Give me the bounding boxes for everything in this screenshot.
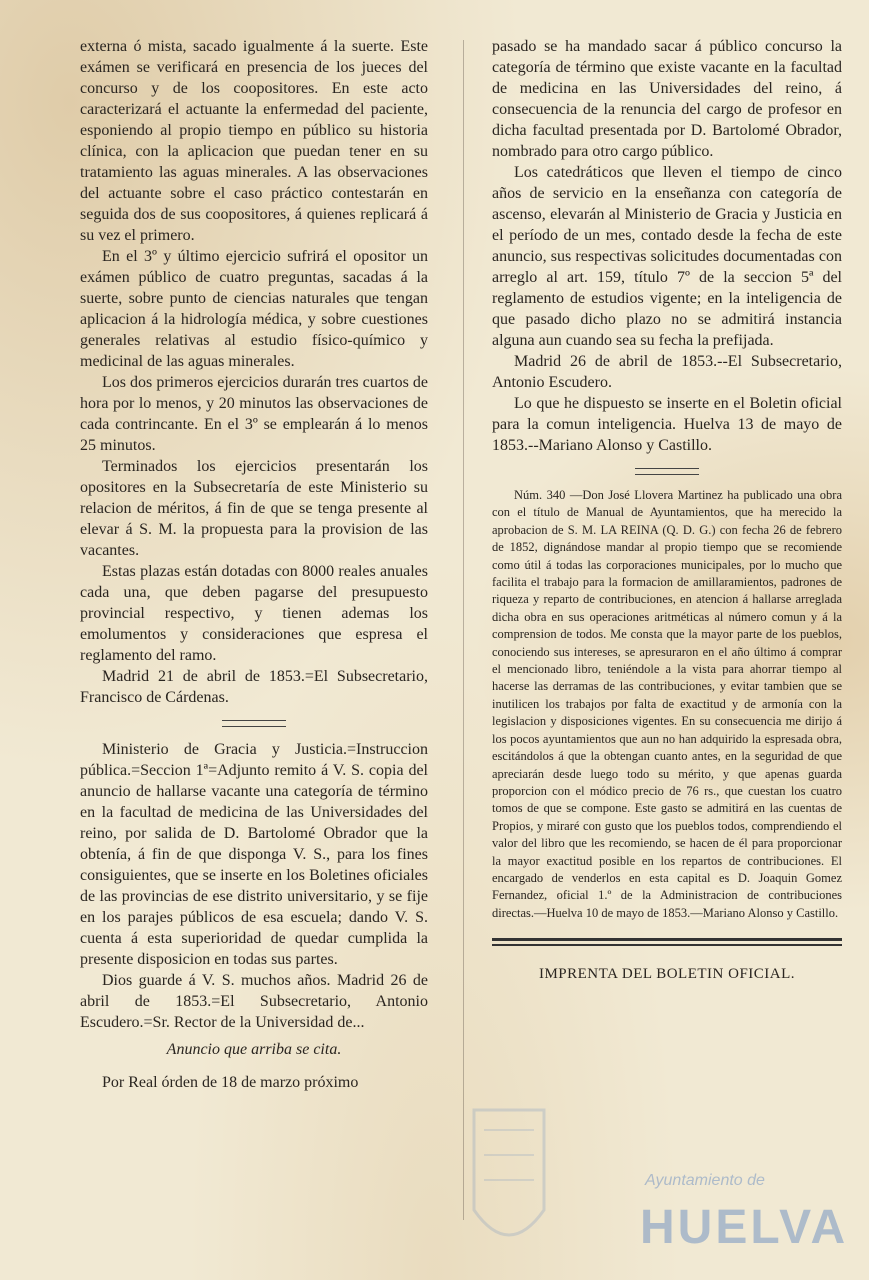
section-separator (635, 468, 699, 475)
watermark-subtext: Ayuntamiento de (645, 1172, 765, 1189)
paragraph: Ministerio de Gracia y Justicia.=Instruccion pública.=Seccion 1ª=Adjunto remito á V. S. copia del anuncio de hallarse vacante una categoría de término en la facultad de medicina de las Universidades del reino, por salida de D. Bartolomé Obrador que la obtenía, á fin de que disponga V. S., para los fines consiguientes, que se inserte en los Boletines oficiales de las provincias de ese distrito universitario, y se fije en los parajes públicos de esa escuela; dando V. S. cuenta á esta superioridad de quedar cumplida la presente disposicion en todas sus partes. (80, 741, 428, 968)
signature-line: Madrid 26 de abril de 1853.--El Subsecretario, Antonio Escudero. (492, 353, 842, 391)
left-column (80, 36, 428, 1093)
paragraph: pasado se ha mandado sacar á público concurso la categoría de término que existe vacante en la facultad de medicina en las Universidades del reino, á consecuencia de la renuncia del cargo de profesor en dicha facultad presentada por D. Bartolomé Obrador, nombrado para otro cargo público. (492, 38, 842, 160)
paragraph: Por Real órden de 18 de marzo próximo (102, 1074, 359, 1091)
paragraph: Terminados los ejercicios presentarán los opositores en la Subsecretaría de este Ministerio su relacion de méritos, á fin de que se tenga presente al elevar á S. M. la propuesta para la provision de las vacantes. (80, 458, 428, 559)
imprint: IMPRENTA DEL BOLETIN OFICIAL. (538, 966, 796, 983)
signature-line: Madrid 21 de abril de 1853.=El Subsecretario, Francisco de Cárdenas. (80, 668, 428, 706)
paragraph: En el 3º y último ejercicio sufrirá el opositor un exámen público de cuatro preguntas, sacadas á la suerte, sobre punto de ciencias naturales que tengan aplicacion á la hidrología médica, y sobre cuestiones generales relativas al estudio físico-químico y medicinal de las aguas minerales. (80, 248, 428, 370)
section-separator (222, 720, 286, 727)
paragraph: Estas plazas están dotadas con 8000 reales anuales cada una, que deben pagarse del presupuesto provincial respectivo, y tienen ademas los emolumentos y consideraciones que espresa el reglamento del ramo. (80, 563, 428, 664)
announcement-heading: Anuncio que arriba se cita. (166, 1041, 342, 1058)
column-divider (463, 40, 464, 1220)
paragraph: Los catedráticos que lleven el tiempo de cinco años de servicio en la enseñanza con categoría de ascenso, elevarán al Ministerio de Gracia y Justicia en el período de un mes, contado desde la fecha de este anuncio, sus respectivas solicitudes documentadas con arreglo al art. 159, título 7º de la seccion 5ª del reglamento de estudios vigente; en la inteligencia de que pasado dicho plazo no se admitirá instancia alguna aun cuando sea su fecha la prefijada. (492, 164, 842, 349)
notice-num-340: Núm. 340 —Don José Llovera Martinez ha publicado una obra con el título de Manual de Ayuntamientos, que ha merecido la aprobacion de S. M. LA REINA (Q. D. G.) con fecha 26 de febrero de 1852, dignándose mandar al propio tiempo que se recomiende como útil á todas las corporaciones municipales, por lo mucho que facilita el trabajo para la formacion de amillaramientos, padrones de riqueza y reparto de contribuciones, en atencion á hallarse arreglada dicha obra en sus operaciones aritméticas al número comun y á la comprension de todos. Me consta que la mayor parte de los pueblos, conociendo sus intereses, se apresuraron en el año último á comprar el mencionado libro, teniéndole a la vista para ahorrar tiempo al hacerse las derramas de las contribuciones, y evitar tambien que se inutilicen los trabajos por falta de exactitud y de armonía con la legislacion y disposiciones vigentes. En su consecuencia me dirijo á los pocos ayuntamientos que aun no han adquirido la espresada obra, escitándolos á que la obtengan cuanto antes, en la seguridad de que apreciarán desde luego todo su mérito, y que apenas guarda proporcion con el módico precio de 76 rs., que cuestan los cuatro tomos de que se compone. Este gasto se admitirá en las cuentas de Propios, y miraré con gusto que los pueblos todos, comprendiendo el valor del libro que les recomiendo, se hacen de él para proporcionar la mayor exactitud posible en los repartos de contribuciones. El encargado de venderlos en esta capital es D. Joaquin Gomez Fernandez, oficial 1.º de la Administracion de contribuciones directas.—Huelva 10 de mayo de 1853.—Mariano Alonso y Castillo. (492, 488, 842, 920)
closing-rule (492, 938, 842, 941)
closing-rule-thin (492, 944, 842, 946)
paragraph: Dios guarde á V. S. muchos años. Madrid 26 de abril de 1853.=El Subsecretario, Antonio Escudero.=Sr. Rector de la Universidad de... (80, 972, 428, 1031)
paragraph: Los dos primeros ejercicios durarán tres cuartos de hora por lo menos, y 20 minutos las observaciones de cada contrincante. En el 3º se emplearán á lo menos 25 minutos. (80, 374, 428, 454)
watermark-text: HUELVA (640, 1201, 849, 1254)
paragraph: externa ó mista, sacado igualmente á la suerte. Este exámen se verificará en presencia de los jueces del concurso y de los coopositores. En este acto caracterizará el actuante la enfermedad del paciente, esponiendo al propio tiempo en público su historia clínica, con la aplicacion que puedan tener en su tratamiento las aguas minerales. A las observaciones del actuante sobre el caso práctico contestarán en seguida dos de sus coopositores, á quienes replicará á su vez el primero. (80, 38, 428, 244)
paragraph: Lo que he dispuesto se inserte en el Boletin oficial para la comun inteligencia. Huelva 13 de mayo de 1853.--Mariano Alonso y Castillo. (492, 395, 842, 454)
right-column (492, 36, 842, 985)
